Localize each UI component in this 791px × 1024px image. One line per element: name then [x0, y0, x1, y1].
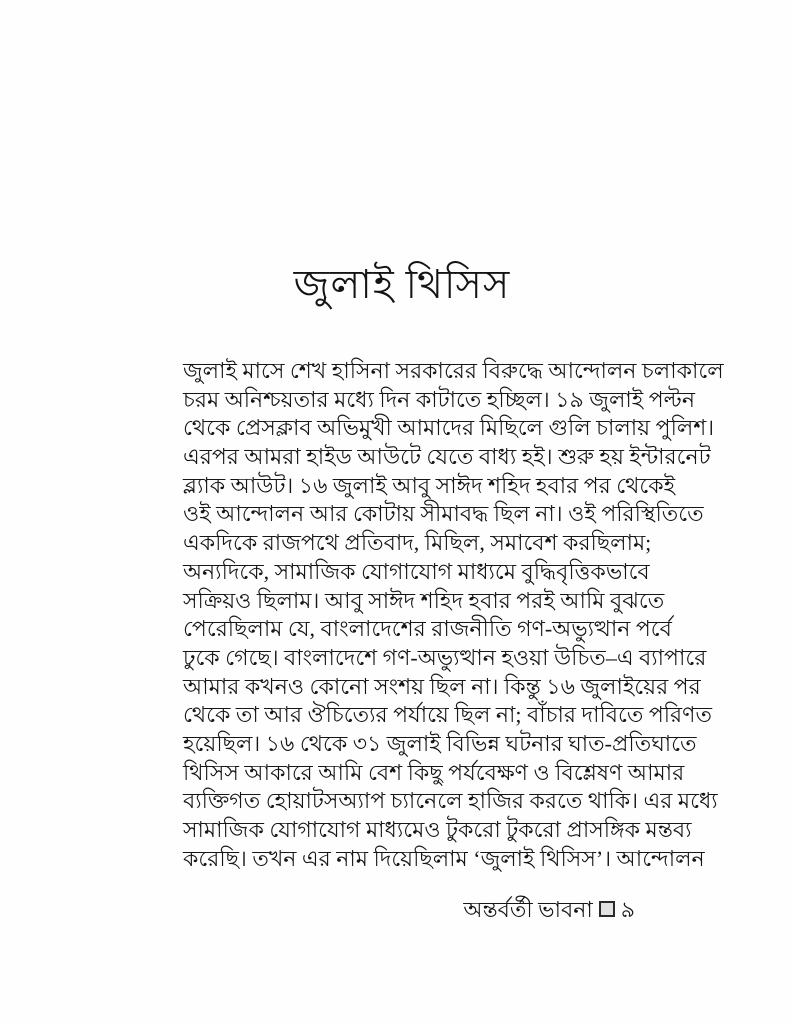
text-line: ব্যক্তিগত হোয়াটসঅ্যাপ চ্যানেলে হাজির করতে থাকি। এর মধ্যে	[183, 788, 718, 814]
text-line: করেছি। তখন এর নাম দিয়েছিলাম ‘জুলাই থিসিস’। আন্দোলন	[183, 845, 705, 871]
running-book-title: অন্তর্বর্তী ভাবনা	[463, 897, 593, 922]
text-line: এরপর আমরা হাইড আউটে যেতে বাধ্য হই। শুরু হয় ইন্টারনেট	[183, 444, 711, 470]
open-square-icon	[599, 901, 615, 917]
text-line: আমার কখনও কোনো সংশয় ছিল না। কিন্তু ১৬ জুলাইয়ের পর	[183, 673, 701, 699]
text-line: থেকে তা আর ঔচিত্যের পর্যায়ে ছিল না; বাঁচার দাবিতে পরিণত	[183, 702, 712, 728]
page-footer	[183, 895, 635, 925]
text-line: ওই আন্দোলন আর কোটায় সীমাবদ্ধ ছিল না। ওই পরিস্থিতিতে	[183, 501, 704, 527]
text-line: সক্রিয়ও ছিলাম। আবু সাঈদ শহিদ হবার পরই আমি বুঝতে	[183, 587, 665, 613]
text-line: চরম অনিশ্চয়তার মধ্যে দিন কাটাতে হচ্ছিল। ১৯ জুলাই পল্টন	[183, 386, 696, 412]
body-text	[183, 357, 724, 873]
text-line: থিসিস আকারে আমি বেশ কিছু পর্যবেক্ষণ ও বিশ্লেষণ আমার	[183, 759, 685, 785]
text-line: ঢুকে গেছে। বাংলাদেশে গণ-অভ্যুত্থান হওয়া উচিত–এ ব্যাপারে	[183, 644, 707, 670]
text-line: জুলাই মাসে শেখ হাসিনা সরকারের বিরুদ্ধে আন্দোলন চলাকালে	[183, 358, 724, 383]
text-line: হয়েছিল। ১৬ থেকে ৩১ জুলাই বিভিন্ন ঘটনার ঘাত-প্রতিঘাতে	[183, 730, 697, 756]
text-line: একদিকে রাজপথে প্রতিবাদ, মিছিল, সমাবেশ করছিলাম;	[183, 530, 652, 556]
text-line: ব্ল্যাক আউট। ১৬ জুলাই আবু সাঈদ শহিদ হবার পর থেকেই	[183, 472, 676, 498]
text-line: থেকে প্রেসক্লাব অভিমুখী আমাদের মিছিলে গুলি চালায় পুলিশ।	[183, 415, 715, 441]
text-line: অন্যদিকে, সামাজিক যোগাযোগ মাধ্যমে বুদ্ধিবৃত্তিকভাবে	[183, 558, 650, 584]
page-number: ৯	[620, 897, 635, 922]
text-line: সামাজিক যোগাযোগ মাধ্যমেও টুকরো টুকরো প্রাসঙ্গিক মন্তব্য	[183, 817, 692, 842]
chapter-title: জুলাই থিসিস	[293, 262, 511, 307]
text-line: পেরেছিলাম যে, বাংলাদেশের রাজনীতি গণ-অভ্যুত্থান পর্বে	[183, 616, 672, 642]
